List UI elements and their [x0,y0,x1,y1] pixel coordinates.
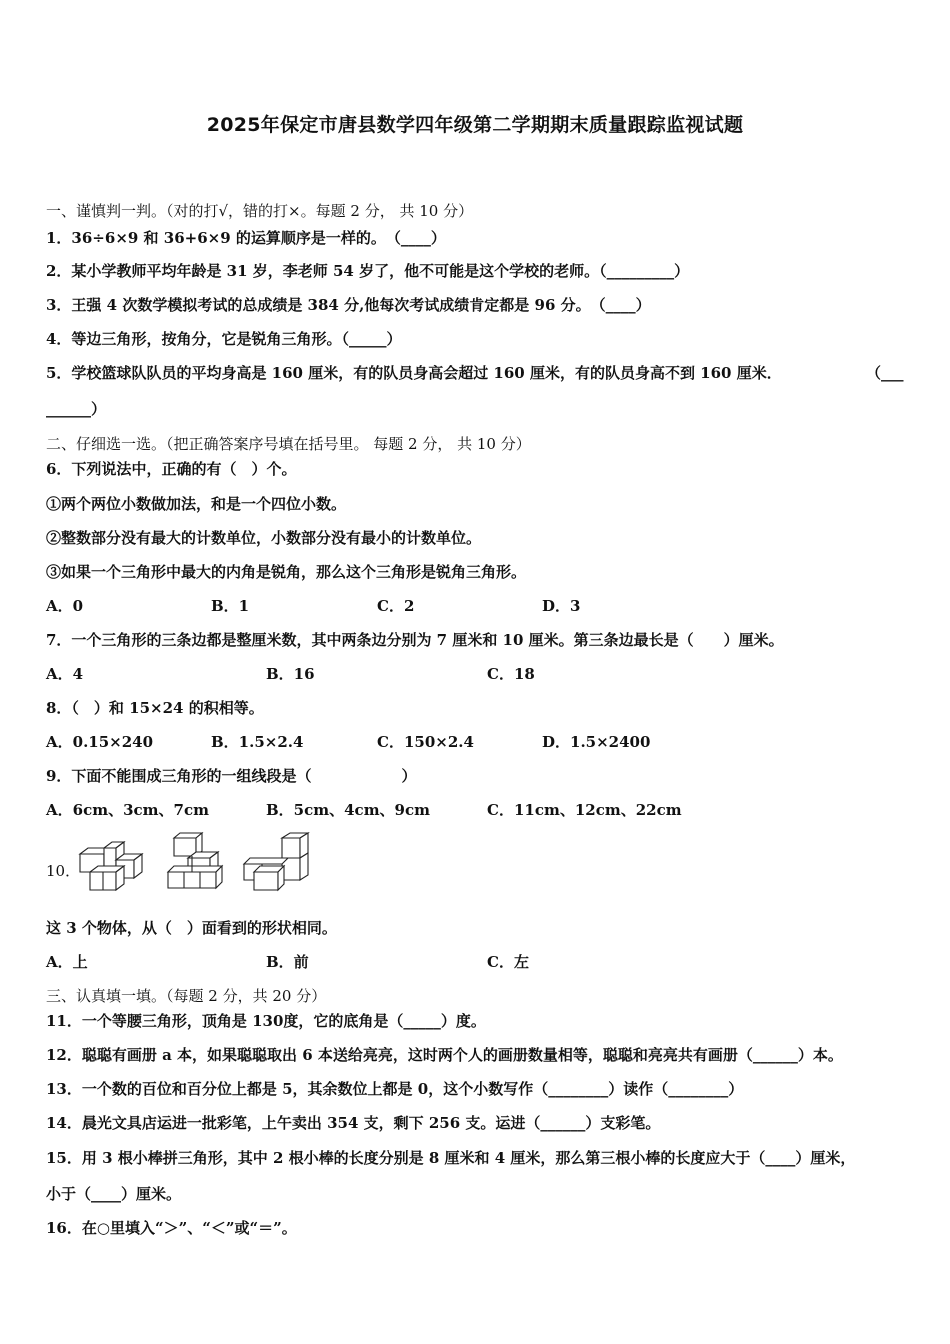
page-title: 2025年保定市唐县数学四年级第二学期期末质量跟踪监视试题 [206,114,744,136]
cube-figure-1 [76,832,148,892]
question-4: 4．等边三角形，按角分，它是锐角三角形。（_____） [46,330,402,348]
question-6-statement-1: ①两个两位小数做加法，和是一个四位小数。 [46,495,347,513]
question-13: 13．一个数的百位和百分位上都是 5，其余数位上都是 0，这个小数写作（________）读作（________） [46,1080,744,1098]
section-2-heading: 二、仔细选一选。（把正确答案序号填在括号里。 每题 2 分， 共 10 分） [46,435,531,453]
question-10: 这 3 个物体，从（ ）面看到的形状相同。 [46,919,337,937]
question-6-statement-3: ③如果一个三角形中最大的内角是锐角，那么这个三角形是锐角三角形。 [46,563,527,581]
section-1-heading: 一、谨慎判一判。（对的打√，错的打×。每题 2 分， 共 10 分） [46,202,474,220]
question-15: 15．用 3 根小棒拼三角形，其中 2 根小棒的长度分别是 8 厘米和 4 厘米，那么第三根小棒的长度应大于（____）厘米， [46,1149,856,1167]
question-6-option-d: D．3 [542,597,581,615]
question-6-statement-2: ②整数部分没有最大的计数单位，小数部分没有最小的计数单位。 [46,529,482,547]
question-5: 5．学校篮球队队员的平均身高是 160 厘米，有的队员身高会超过 160 厘米，有的队员身高不到 160 厘米． [46,364,782,382]
question-7-option-b: B．16 [266,665,315,683]
question-6-option-a: A．0 [46,597,84,615]
question-5-blank-end: ______） [46,400,107,418]
question-1: 1．36÷6×9 和 36+6×9 的运算顺序是一样的。 （____） [46,229,446,247]
question-6-option-b: B．1 [211,597,250,615]
question-8-option-b: B．1.5×2.4 [211,733,304,751]
question-14: 14．晨光文具店运进一批彩笔，上午卖出 354 支，剩下 256 支。运进（______）支彩笔。 [46,1114,661,1132]
section-3-heading: 三、认真填一填。（每题 2 分，共 20 分） [46,987,327,1005]
question-9-option-b: B．5cm、4cm、9cm [266,801,431,819]
question-6: 6．下列说法中，正确的有（ ）个。 [46,460,297,478]
question-10-option-a: A．上 [46,953,88,971]
question-10-option-b: B．前 [266,953,309,971]
question-9: 9．下面不能围成三角形的一组线段是（ ） [46,767,417,785]
question-7-option-a: A．4 [46,665,84,683]
question-2: 2．某小学教师平均年龄是 31 岁，李老师 54 岁了，他不可能是这个学校的老师。（_________） [46,262,690,280]
cube-figure-3 [240,832,314,892]
question-12: 12．聪聪有画册 a 本，如果聪聪取出 6 本送给亮亮，这时两个人的画册数量相等，聪聪和亮亮共有画册（______）本。 [46,1046,843,1064]
question-5-blank: （___ [866,364,904,382]
question-6-option-c: C．2 [377,597,415,615]
question-8-option-a: A．0.15×240 [46,733,154,751]
question-10-number: 10． [46,862,81,880]
question-16: 16．在○里填入“＞”、“＜”或“＝”。 [46,1219,297,1237]
question-11: 11．一个等腰三角形，顶角是 130度，它的底角是（_____）度。 [46,1012,486,1030]
question-7: 7．一个三角形的三条边都是整厘米数，其中两条边分别为 7 厘米和 10 厘米。第三条边最长是（ ）厘米。 [46,631,784,649]
question-7-option-c: C．18 [487,665,535,683]
question-8: 8．（ ）和 15×24 的积相等。 [46,699,264,717]
question-3: 3．王强 4 次数学模拟考试的总成绩是 384 分,他每次考试成绩肯定都是 96 分。 （____） [46,296,651,314]
question-10-option-c: C．左 [487,953,529,971]
question-8-option-c: C．150×2.4 [377,733,474,751]
question-8-option-d: D．1.5×2400 [542,733,651,751]
question-9-option-a: A．6cm、3cm、7cm [46,801,209,819]
question-15-continued: 小于（____）厘米。 [46,1185,182,1203]
question-9-option-c: C．11cm、12cm、22cm [487,801,682,819]
cube-figure-2 [166,830,228,892]
